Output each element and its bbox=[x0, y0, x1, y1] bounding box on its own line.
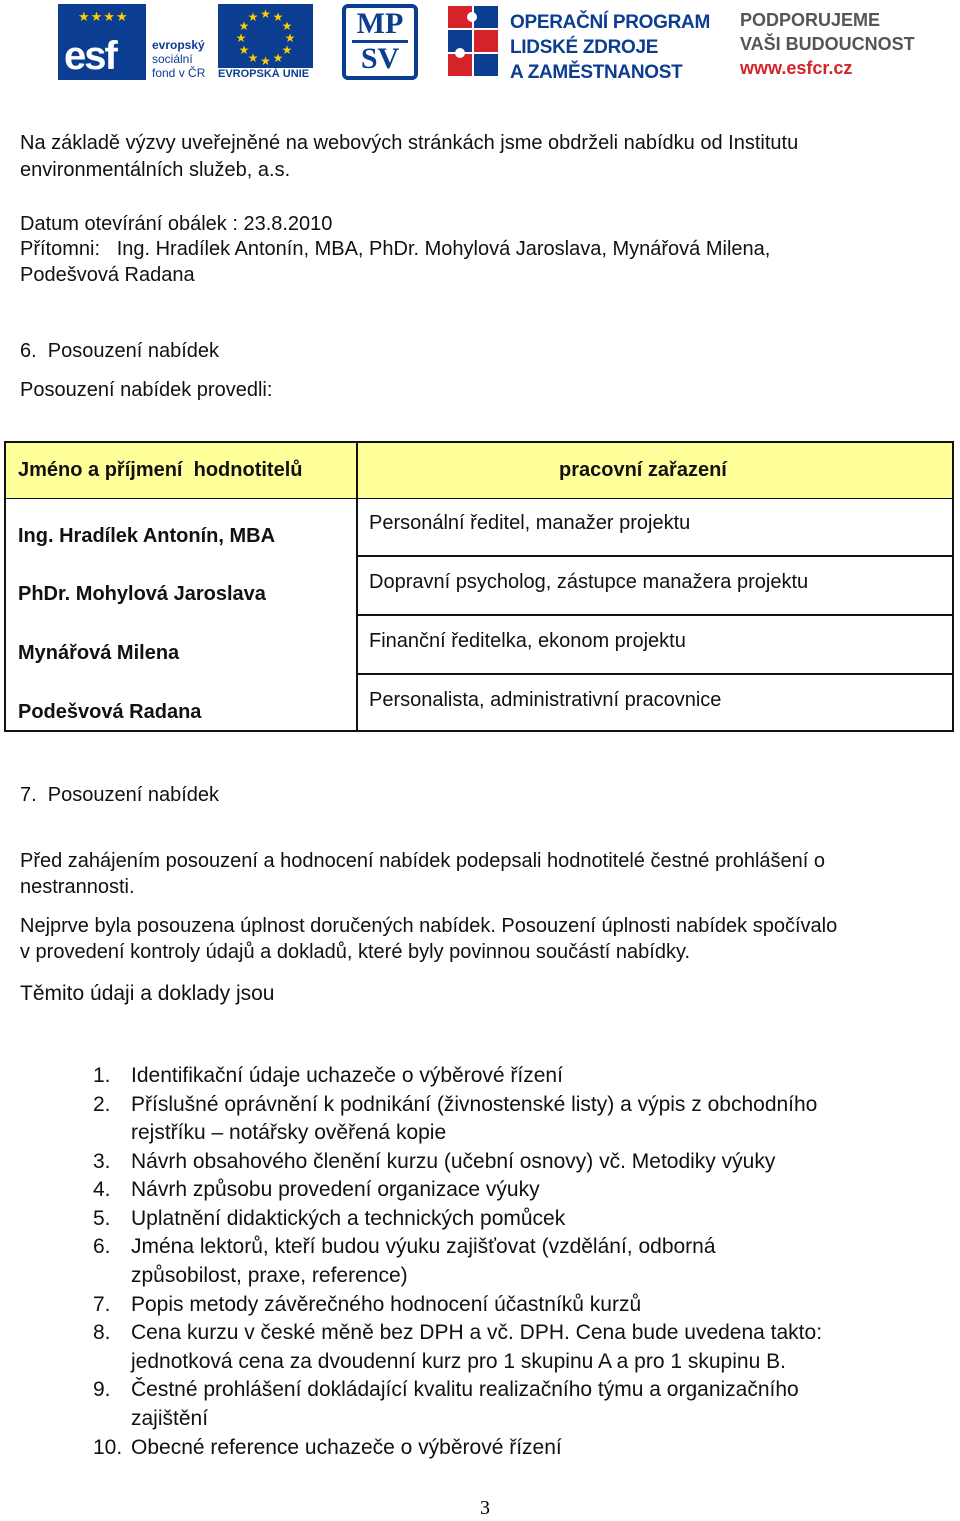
op-lzz-logo bbox=[446, 4, 716, 82]
evaluator-role: Personální ředitel, manažer projektu bbox=[369, 512, 691, 534]
page-number: 3 bbox=[480, 1497, 490, 1519]
evaluator-role: Finanční ředitelka, ekonom projektu bbox=[369, 630, 686, 652]
table-header-role: pracovní zařazení bbox=[559, 459, 727, 481]
intro-line: Na základě výzvy uveřejněné na webových stránkách jsme obdrželi nabídku od Institutu bbox=[20, 132, 799, 154]
evaluator-name: PhDr. Mohylová Jaroslava bbox=[18, 583, 266, 605]
paragraph-line: v provedení kontroly údajů a dokladů, které byly povinnou součástí nabídky. bbox=[20, 941, 691, 963]
evaluator-name: Ing. Hradílek Antonín, MBA bbox=[18, 525, 276, 547]
paragraph-line: Před zahájením posouzení a hodnocení nabídek podepsali hodnotitelé čestné prohlášení o bbox=[20, 850, 826, 872]
svg-text:★: ★ bbox=[235, 31, 247, 45]
present-persons: Přítomni: Ing. Hradílek Antonín, MBA, PhDr. Mohylová Jaroslava, Mynářová Milena, bbox=[20, 238, 771, 260]
op-line: A ZAMĚSTNANOST bbox=[510, 62, 683, 83]
eu-stars-icon: ★★★★ bbox=[78, 10, 129, 25]
evaluator-name: Mynářová Milena bbox=[18, 642, 180, 664]
evaluator-role: Dopravní psycholog, zástupce manažera projektu bbox=[369, 571, 809, 593]
evaluator-name: Podešvová Radana bbox=[18, 701, 202, 723]
esf-text-line: sociální bbox=[152, 52, 193, 66]
svg-text:★: ★ bbox=[281, 43, 293, 57]
pvb-line: PODPORUJEME bbox=[740, 10, 881, 30]
mpsv-top: MP bbox=[356, 7, 404, 40]
svg-text:★: ★ bbox=[238, 19, 250, 33]
paragraph-line: Těmito údaji a doklady jsou bbox=[20, 982, 275, 1005]
mpsv-logo bbox=[342, 4, 418, 80]
puzzle-icon bbox=[446, 4, 502, 80]
paragraph-line: Nejprve byla posouzena úplnost doručených nabídek. Posouzení úplnosti nabídek spočívalo bbox=[20, 915, 838, 937]
svg-text:★: ★ bbox=[281, 19, 293, 33]
esf-text-line: fond v ČR bbox=[152, 66, 206, 80]
opening-date: Datum otevírání obálek : 23.8.2010 bbox=[20, 213, 333, 235]
paragraph-line: nestrannosti. bbox=[20, 876, 135, 898]
esf-text-line: evropský bbox=[152, 38, 205, 52]
evaluators-table bbox=[4, 441, 954, 732]
present-persons: Podešvová Radana bbox=[20, 264, 195, 286]
op-lzz-text bbox=[510, 10, 710, 85]
eu-caption: EVROPSKÁ UNIE bbox=[218, 68, 310, 80]
svg-text:★: ★ bbox=[260, 54, 271, 68]
svg-text:★: ★ bbox=[284, 31, 296, 45]
svg-text:★: ★ bbox=[247, 10, 259, 24]
svg-text:★: ★ bbox=[272, 51, 284, 65]
table-header-name: Jméno a příjmení hodnotitelů bbox=[18, 459, 303, 481]
section-6-heading: 6. Posouzení nabídek bbox=[20, 340, 220, 362]
esf-text bbox=[152, 38, 205, 80]
eu-flag-icon bbox=[218, 4, 313, 68]
podporujeme-logo bbox=[740, 8, 960, 82]
section-7-heading: 7. Posouzení nabídek bbox=[20, 784, 220, 806]
op-line: LIDSKÉ ZDROJE bbox=[510, 37, 659, 58]
section-6-subtitle: Posouzení nabídek provedli: bbox=[20, 379, 273, 401]
intro-line: environmentálních služeb, a.s. bbox=[20, 159, 291, 181]
evaluator-role: Personalista, administrativní pracovnice bbox=[369, 689, 722, 711]
esf-mark: esf bbox=[64, 34, 116, 78]
op-line: OPERAČNÍ PROGRAM bbox=[510, 12, 710, 33]
svg-text:★: ★ bbox=[247, 51, 259, 65]
esfcr-url: www.esfcr.cz bbox=[740, 58, 853, 78]
svg-text:★: ★ bbox=[272, 10, 284, 24]
esf-logo bbox=[58, 4, 313, 80]
svg-text:★: ★ bbox=[238, 43, 250, 57]
svg-text:★: ★ bbox=[260, 7, 271, 21]
pvb-line: VAŠI BUDOUCNOST bbox=[740, 34, 915, 54]
mpsv-bottom: SV bbox=[360, 42, 400, 75]
esf-mark-box bbox=[58, 4, 146, 80]
